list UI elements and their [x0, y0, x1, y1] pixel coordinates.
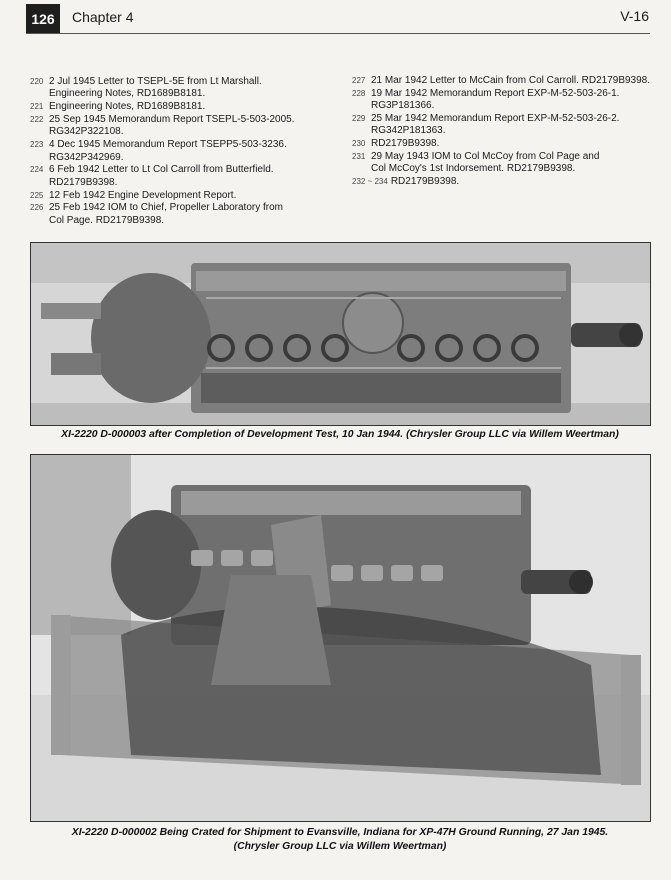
footnote-number: 230 [352, 139, 366, 149]
page-number: 126 [26, 4, 60, 34]
footnote-line: 25 Mar 1942 Memorandum Report EXP-M-52-503-26-2. [371, 113, 620, 124]
footnote-line: 19 Mar 1942 Memorandum Report EXP-M-52-503-26-1. [371, 87, 620, 99]
footnote [30, 190, 330, 202]
footnote-line: RD2179B9398. [49, 176, 118, 188]
footnote [352, 88, 657, 113]
footnote-line: 29 May 1943 IOM to Col McCoy from Col Page and [371, 151, 600, 162]
footnote-number: 220 [30, 77, 44, 86]
footnote-line: RG342P181363. [371, 125, 446, 137]
footnote-line: 21 Mar 1942 Letter to McCain from Col Carroll. RD2179B9398. [371, 75, 651, 86]
footnote-number: 225 [30, 190, 44, 200]
footnote-line: 25 Feb 1942 IOM to Chief, Propeller Laboratory from [49, 202, 284, 214]
section-code: V-16 [620, 8, 649, 24]
footnote-number: 229 [352, 114, 366, 123]
footnote-text [371, 75, 657, 87]
photo2-caption [20, 826, 660, 854]
footnotes-right-column [352, 75, 657, 189]
footnote-number: 231 [352, 152, 366, 161]
footnote-number: 228 [352, 88, 366, 98]
footnote [30, 114, 330, 139]
footnote-line: Engineering Notes, RD1689B8181. [49, 88, 206, 100]
engine-photo-development-test [30, 242, 651, 426]
footnote-text [49, 202, 330, 227]
footnote-text [49, 76, 330, 101]
footnote [352, 138, 657, 150]
footnote-number: 222 [30, 115, 44, 124]
footnote-line: RD2179B9398. [390, 176, 460, 188]
footnote-text [49, 164, 330, 189]
engine-photo-crating [30, 454, 651, 822]
footnote-number: 221 [30, 102, 44, 112]
footnote [352, 151, 657, 176]
footnote-text [371, 151, 657, 176]
footnote-number: 226 [30, 203, 44, 213]
page-header [0, 0, 671, 40]
footnote-text [371, 88, 657, 113]
photo2-caption-line2: (Chrysler Group LLC via Willem Weertman) [233, 841, 447, 852]
footnote-line: RD2179B9398. [371, 138, 440, 150]
photo1-caption: XI-2220 D-000003 after Completion of Development Test, 10 Jan 1944. (Chrysler Group LLC via Willem Weertman) [61, 429, 619, 440]
footnote-text [371, 138, 657, 150]
footnote-line: RG342P322108. [49, 126, 124, 138]
footnote-number: 227 [352, 76, 366, 85]
footnote-line: Col Page. RD2179B9398. [49, 214, 165, 226]
footnotes-left-column [30, 76, 330, 228]
footnote [30, 164, 330, 189]
footnote [352, 75, 657, 87]
footnote-text [49, 139, 330, 164]
footnote-text [49, 190, 330, 202]
footnote-line: RG342P342969. [49, 151, 124, 163]
footnote [352, 113, 657, 138]
footnote-line: 6 Feb 1942 Letter to Lt Col Carroll from Butterfield. [49, 164, 274, 176]
footnote-text [49, 114, 330, 139]
footnote-line: 25 Sep 1945 Memorandum Report TSEPL-5-503-2005. [49, 114, 295, 125]
footnote-line: 2 Jul 1945 Letter to TSEPL-5E from Lt Marshall. [49, 76, 262, 87]
footnote-text [391, 176, 657, 188]
footnote-number: 223 [30, 140, 44, 150]
footnote [30, 76, 330, 101]
header-rule [26, 33, 650, 34]
footnote [30, 101, 330, 113]
footnote-line: RG3P181366. [371, 100, 435, 112]
footnote-line: 4 Dec 1945 Memorandum Report TSEPP5-503-3236. [49, 139, 287, 151]
photo2-caption-line1: XI-2220 D-000002 Being Crated for Shipment to Evansville, Indiana for XP-47H Ground Running, 27 Jan 1945. [71, 827, 609, 838]
footnote-number: 224 [30, 165, 44, 175]
footnote-text [49, 101, 330, 113]
footnote-line: 12 Feb 1942 Engine Development Report. [49, 189, 237, 201]
footnote-line: Col McCoy's 1st Indorsement. RD2179B9398. [371, 163, 576, 175]
footnote [30, 202, 330, 227]
footnote-text [371, 113, 657, 138]
footnote [352, 176, 657, 188]
footnote-number: 232 ~ 234 [352, 177, 388, 187]
footnote [30, 139, 330, 164]
chapter-title: Chapter 4 [72, 9, 134, 25]
footnote-line: Engineering Notes, RD1689B8181. [49, 101, 206, 113]
